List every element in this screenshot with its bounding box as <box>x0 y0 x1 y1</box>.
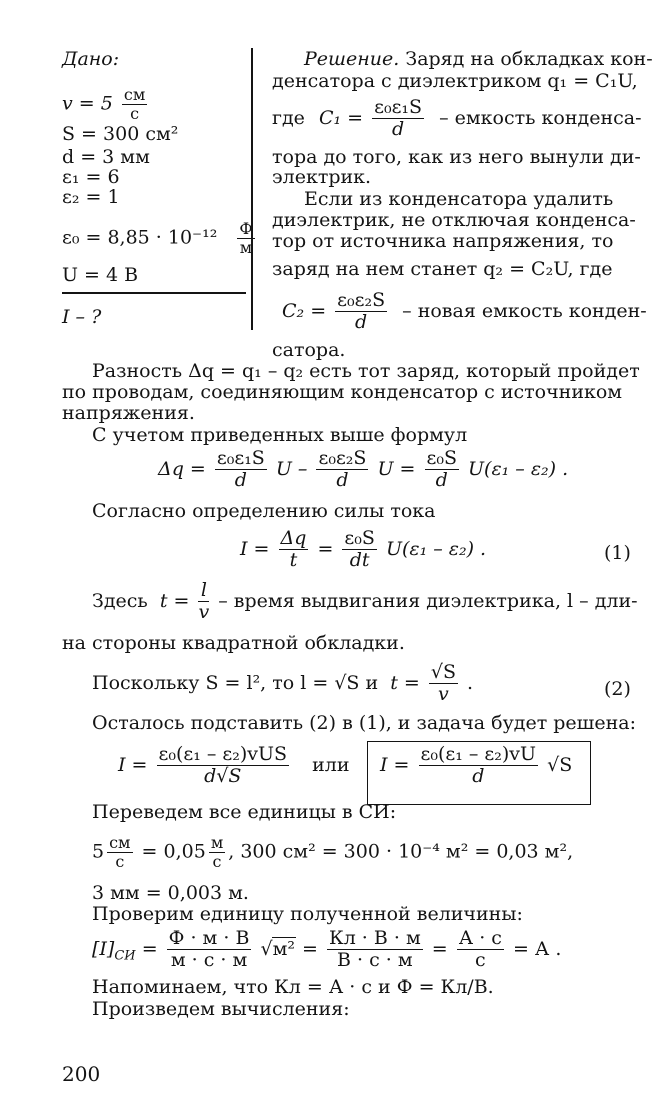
equation-3: I = ε₀(ε₁ – ε₂)vUS d√S или <box>118 743 350 788</box>
paragraph-1-line-3: напряжения. <box>62 402 195 424</box>
given-v: v = 5 см с <box>62 85 146 123</box>
equation-1: I = $\frac{\Delta q}{t}$ = $\frac{\text{ε₀S}}{dt}$ U(ε₁ – ε₂) . <box>240 527 487 572</box>
si-conversion-line-2: 3 мм = 0,003 м. <box>92 882 249 904</box>
sqrt-symbol: √ <box>260 937 273 960</box>
given-U: U = 4 В <box>62 264 139 286</box>
solution-line-7: диэлектрик, не отключая конденса- <box>272 209 636 231</box>
paragraph-5: Поскольку S = l², то l = √S и t = $\frac{√S}{v}$ . <box>92 661 474 706</box>
paragraph-6: Осталось подставить (2) в (1), и задача будет решена: <box>92 712 636 734</box>
formula-c1: $\frac{\text{ε₀ε₁S}}{d}$ <box>374 96 423 141</box>
solution-line-6: Если из конденсатора удалить <box>304 188 614 210</box>
solution-line-10: C₂ = $\frac{\text{ε₀ε₂S}}{d}$ – новая емкость конден- <box>282 289 647 334</box>
equation-2-number: (2) <box>604 678 631 700</box>
formula-c2: $\frac{\text{ε₀ε₂S}}{d}$ <box>337 289 386 334</box>
paragraph-4-line-1: Здесь t = $\frac{l}{v}$ – время выдвигания диэлектрика, l – дли- <box>92 579 638 624</box>
unit-check-equation: $[I]_{СИ}$ = Ф · м · В м · с · м √м² = Кл · В · м В · с · м = А · с с = А . <box>92 927 562 972</box>
paragraph-9: Напоминаем, что Кл = А · с и Ф = Кл/В. <box>92 976 494 998</box>
solution-line-3: где C₁ = $\frac{\text{ε₀ε₁S}}{d}$ – емкость конденса- <box>272 96 642 141</box>
equation-delta-q: Δq = $\frac{\text{ε₀ε₁S}}{d}$ U – $\frac{\text{ε₀ε₂S}}{d}$ U = $\frac{\text{ε₀S}}{d}$ U(ε₁ – ε₂) . <box>158 447 569 492</box>
paragraph-2: С учетом приведенных выше формул <box>92 424 468 446</box>
solution-line-8: тор от источника напряжения, то <box>272 230 614 252</box>
given-S: S = 300 см² <box>62 123 179 145</box>
given-title: Дано: <box>62 48 120 70</box>
given-e0: ε₀ = 8,85 · 10⁻¹² Ф м <box>62 219 253 257</box>
paragraph-3: Согласно определению силы тока <box>92 500 436 522</box>
si-conversion-line-1: 5 см с = 0,05 м с , 300 см² = 300 · 10⁻⁴ м² = 0,03 м², <box>92 833 574 871</box>
given-divider-vertical <box>251 48 253 330</box>
solution-line-5: электрик. <box>272 166 372 188</box>
given-find: I – ? <box>62 306 102 328</box>
page-number: 200 <box>62 1062 101 1086</box>
paragraph-7: Переведем все единицы в СИ: <box>92 801 397 823</box>
paragraph-10: Произведем вычисления: <box>92 998 350 1020</box>
paragraph-4-line-2: на стороны квадратной обкладки. <box>62 632 405 654</box>
paragraph-1-line-2: по проводам, соединяющим конденсатор с источником <box>62 381 623 403</box>
given-e0-unit: Ф м <box>239 219 253 257</box>
given-v-unit: см с <box>123 85 146 123</box>
equation-4-boxed: I = $\frac{\text{ε₀(ε₁ – ε₂)vU}}{d}$ √S <box>380 743 573 788</box>
given-divider-horizontal <box>62 292 246 294</box>
solution-line-9: заряд на нем станет q₂ = C₂U, где <box>272 258 613 280</box>
given-e1: ε₁ = 6 <box>62 166 120 188</box>
given-d: d = 3 мм <box>62 146 150 168</box>
solution-line-11: сатора. <box>272 339 346 361</box>
paragraph-8: Проверим единицу полученной величины: <box>92 903 523 925</box>
paragraph-1-line-1: Разность Δq = q₁ – q₂ есть тот заряд, который пройдет <box>92 360 640 382</box>
equation-1-number: (1) <box>604 542 631 564</box>
solution-line-4: тора до того, как из него вынули ди- <box>272 146 641 168</box>
solution-line-2: денсатора с диэлектриком q₁ = C₁U, <box>272 70 638 92</box>
given-e2: ε₂ = 1 <box>62 186 120 208</box>
solution-line-1: Решение. Заряд на обкладках кон- <box>304 48 653 70</box>
